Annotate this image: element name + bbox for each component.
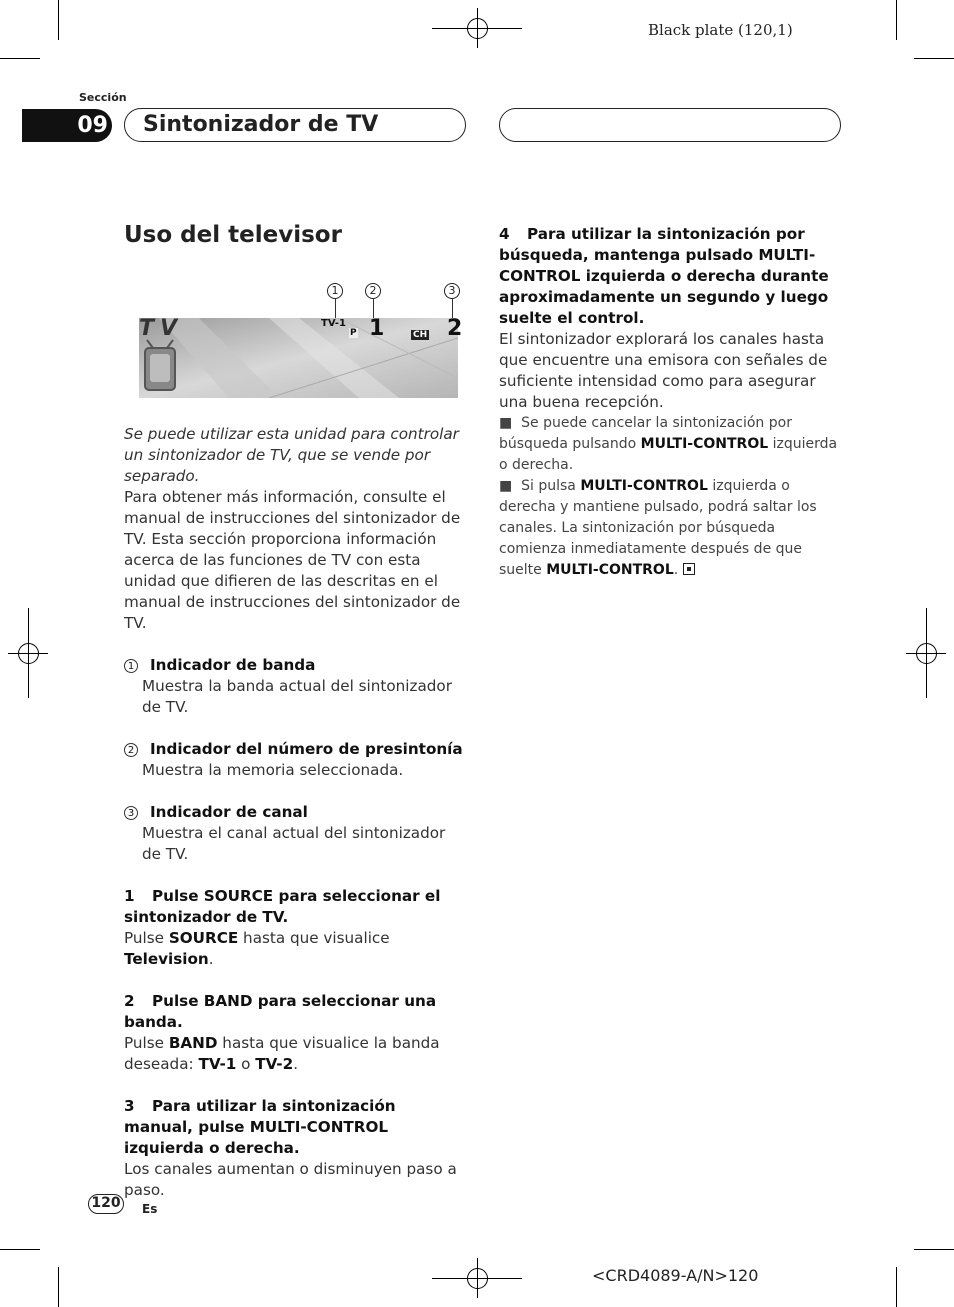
step-3-text: Los canales aumentan o disminuyen paso a paso. — [124, 1160, 457, 1199]
left-column — [124, 424, 467, 1201]
language-code: Es — [142, 1202, 158, 1216]
crop-mark — [58, 0, 59, 40]
plate-label: Black plate (120,1) — [648, 21, 793, 39]
crop-mark — [896, 0, 897, 40]
note-1: ■ Se puede cancelar la sintonización por búsqueda pulsando MULTI-CONTROL izquierda o derecha. — [499, 415, 838, 473]
item-band: 1 Indicador de banda — [124, 655, 467, 676]
section-title: Sintonizador de TV — [143, 112, 379, 137]
right-column — [499, 224, 843, 581]
page-number: 120 — [88, 1194, 124, 1214]
preset-mark: P — [350, 328, 357, 338]
callout-2: 2 — [365, 283, 381, 299]
note-2: ■ Si pulsa MULTI-CONTROL izquierda o derecha y mantiene pulsado, podrá saltar los canales. La sintonización por búsqueda comienza inmediatamente después de que suelte MULTI-CONTROL. — [499, 478, 817, 578]
crop-mark — [914, 1249, 954, 1250]
item-channel: 3 Indicador de canal — [124, 802, 467, 823]
section-number: 09 — [22, 109, 112, 142]
registration-mark — [8, 608, 48, 698]
item-channel-desc: Muestra el canal actual del sintonizador de TV. — [142, 824, 446, 863]
crop-mark — [896, 1267, 897, 1307]
tv-logo: TV — [139, 316, 184, 341]
crop-mark — [0, 1249, 40, 1250]
preset-number: 1 — [369, 316, 385, 341]
crop-mark — [58, 1267, 59, 1307]
intro-italic: Se puede utilizar esta unidad para controlar un sintonizador de TV, que se vende por separado. — [124, 425, 459, 485]
channel-number: 2 — [447, 316, 463, 341]
item-band-desc: Muestra la banda actual del sintonizador de TV. — [142, 677, 452, 716]
callout-3: 3 — [444, 283, 460, 299]
item-preset-desc: Muestra la memoria seleccionada. — [142, 761, 404, 779]
channel-label: CH — [413, 330, 428, 340]
crop-mark — [0, 58, 40, 59]
step-3-title: 3 Para utilizar la sintonización manual, pulse MULTI-CONTROL izquierda o derecha. — [124, 1097, 396, 1157]
step-4-text: El sintonizador explorará los canales hasta que encuentre una emisora con señales de suficiente intensidad como para asegurar una buena recepción. — [499, 330, 828, 411]
step-2-title: 2 Pulse BAND para seleccionar una banda. — [124, 992, 437, 1031]
registration-mark — [432, 8, 522, 48]
step-1-text: Pulse SOURCE hasta que visualice Television. — [124, 929, 390, 968]
section-title-box-empty — [499, 108, 841, 142]
callout-1: 1 — [327, 283, 343, 299]
end-mark-icon — [683, 563, 695, 575]
item-preset: 2 Indicador del número de presintonía — [124, 739, 467, 760]
intro-text: Para obtener más información, consulte el manual de instrucciones del sintonizador de TV. Esta sección proporciona información acerca de las funciones de TV con esta unidad que difieren de las descritas en el manual de instrucciones del sintonizador de TV. — [124, 488, 461, 632]
callout-line — [335, 299, 336, 319]
registration-mark — [906, 608, 946, 698]
document-code: <CRD4089-A/N>120 — [592, 1266, 759, 1285]
section-label: Sección — [79, 91, 127, 104]
tv-display-illustration — [139, 316, 463, 398]
step-2-text: Pulse BAND hasta que visualice la banda deseada: TV-1 o TV-2. — [124, 1034, 440, 1073]
step-4-title: 4 Para utilizar la sintonización por búsqueda, mantenga pulsado MULTI-CONTROL izquierda o derecha durante aproximadamente un segundo y luego suelte el control. — [499, 225, 829, 327]
crop-mark — [914, 58, 954, 59]
page-heading: Uso del televisor — [124, 222, 342, 248]
band-indicator: TV-1 — [321, 318, 346, 329]
registration-mark — [432, 1258, 522, 1298]
step-1-title: 1 Pulse SOURCE para seleccionar el sintonizador de TV. — [124, 887, 441, 926]
